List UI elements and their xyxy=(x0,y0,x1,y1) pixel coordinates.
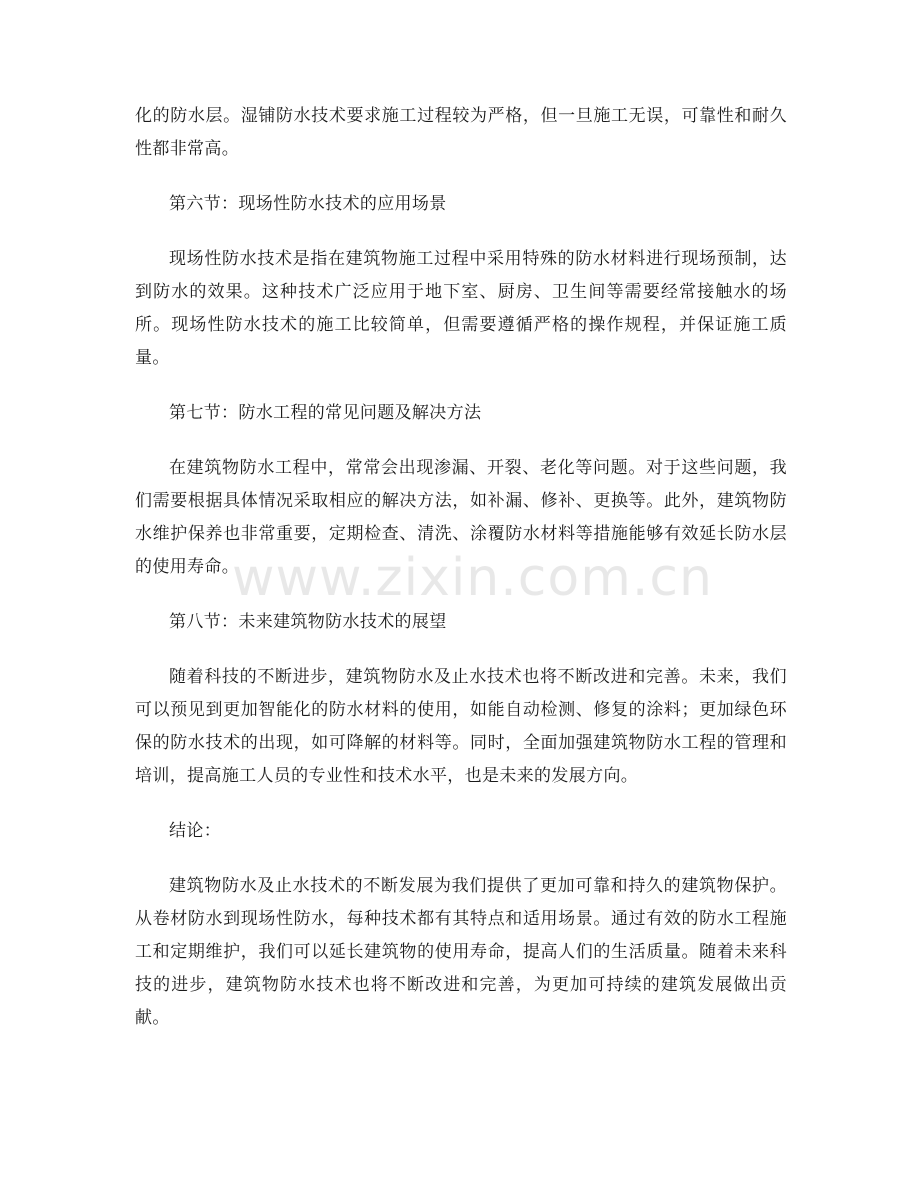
paragraph-section-8: 随着科技的不断进步，建筑物防水及止水技术也将不断改进和完善。未来，我们可以预见到更加智能化的防水材料的使用，如能自动检测、修复的涂料；更加绿色环保的防水技术的出现，如可降解的材料等。同时，全面加强建筑物防水工程的管理和培训，提高施工人员的专业性和技术水平，也是未来的发展方向。 xyxy=(135,667,787,786)
section-heading-7: 第七节：防水工程的常见问题及解决方法 xyxy=(169,403,482,423)
paragraph-conclusion: 建筑物防水及止水技术的不断发展为我们提供了更加可靠和持久的建筑物保护。从卷材防水到现场性防水，每种技术都有其特点和适用场景。通过有效的防水工程施工和定期维护，我们可以延长建筑物的使用寿命，提高人们的生活质量。随着未来科技的进步，建筑物防水技术也将不断改进和完善，为更加可持续的建筑发展做出贡献。 xyxy=(135,876,787,1028)
section-heading-8: 第八节：未来建筑物防水技术的展望 xyxy=(169,612,447,632)
spacer xyxy=(135,848,787,870)
spacer xyxy=(135,793,787,815)
watermark-text: www.zixin.com.cn xyxy=(232,548,713,608)
paragraph-intro-continuation: 化的防水层。湿铺防水技术要求施工过程较为严格，但一旦施工无误，可靠性和耐久性都非常高。 xyxy=(135,106,787,159)
conclusion-heading: 结论： xyxy=(169,821,222,841)
spacer xyxy=(135,221,787,243)
paragraph-section-7: 在建筑物防水工程中，常常会出现渗漏、开裂、老化等问题。对于这些问题，我们需要根据具体情况采取相应的解决方法，如补漏、修补、更换等。此外，建筑物防水维护保养也非常重要，定期检查、清洗、涂覆防水材料等措施能够有效延长防水层的使用寿命。 xyxy=(135,458,787,577)
spacer xyxy=(135,166,787,188)
document-page xyxy=(135,100,787,1035)
spacer xyxy=(135,430,787,452)
paragraph-section-6: 现场性防水技术是指在建筑物施工过程中采用特殊的防水材料进行现场预制，达到防水的效果。这种技术广泛应用于地下室、厨房、卫生间等需要经常接触水的场所。现场性防水技术的施工比较简单，但需要遵循严格的操作规程，并保证施工质量。 xyxy=(135,249,787,368)
spacer xyxy=(135,584,787,606)
spacer xyxy=(135,375,787,397)
section-heading-6: 第六节：现场性防水技术的应用场景 xyxy=(169,194,447,214)
spacer xyxy=(135,639,787,661)
